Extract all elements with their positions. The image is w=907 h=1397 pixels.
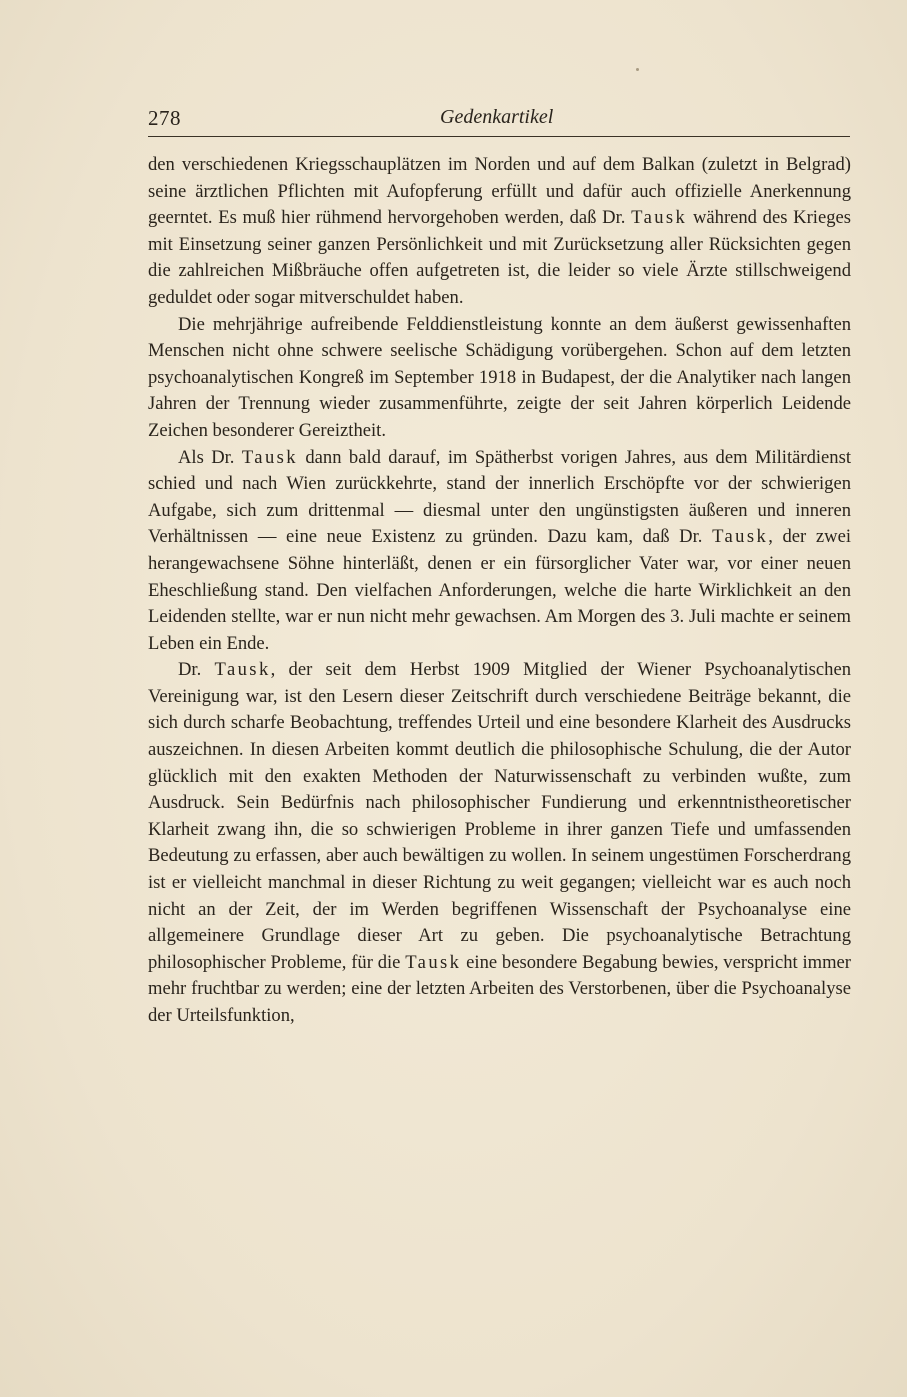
text-run: dann bald darauf, im Spätherbst vorigen Jahres, aus dem Militärdienst schied und nach Wien zurückkehrte, stand der innerlich Erschöpfte vor der schwierigen Aufgabe, sich zum drittenmal — diesmal unter den ungünstigsten äußeren und inneren Verhältnissen — eine neue Existenz zu gründen. Dazu kam, daß Dr. [148, 446, 851, 548]
paragraph-3 [148, 445, 851, 658]
paragraph-1 [148, 152, 851, 312]
text-run: , der seit dem Herbst 1909 Mitglied der Wiener Psychoanalytischen Vereinigung war, ist den Lesern dieser Zeitschrift durch verschiedene Beiträge bekannt, die sich durch scharfe Beobachtung, treffendes Urteil und eine besondere Klarheit des Ausdrucks auszeichnen. In diesen Arbeiten kommt deutlich die philosophische Schulung, die der Autor glücklich mit den exakten Methoden der Naturwissenschaft zu verbinden wußte, zum Ausdruck. Sein Bedürfnis nach philosophischer Fundierung und erkenntnistheoretischer Klarheit zwang ihn, die so schwierigen Probleme in ihrer ganzen Tiefe und umfassenden Bedeutung zu erfassen, aber auch bewältigen zu wollen. In seinem ungestümen Forscherdrang ist er vielleicht manchmal in dieser Richtung zu weit gegangen; vielleicht war es auch noch nicht an der Zeit, der im Werden begriffenen Wissenschaft der Psychoanalyse eine allgemeinere Grundlage dieser Art zu geben. Die psychoanalytische Betrachtung philosophischer Probleme, für die [148, 659, 851, 973]
text-run: Dr. [178, 659, 215, 681]
text-run: während des Krieges mit Einsetzung seiner ganzen Persönlichkeit und mit Zurücksetzung aller Rücksichten gegen die zahlreichen Mißbräuche offen aufgetreten ist, die leider so viele Ärzte stillschweigend geduldet oder sogar mitverschuldet haben. [148, 207, 851, 308]
paper-speck [636, 68, 639, 71]
text-run: Die mehrjährige aufreibende Felddienstleistung konnte an dem äußerst gewissenhaften Menschen nicht ohne schwere seelische Schädigung vorübergehen. Schon auf dem letzten psychoanalytischen Kongreß im September 1918 in Budapest, der die Analytiker nach langen Jahren der Trennung wieder zusammenführte, zeigte der seit Jahren körperlich Leidende Zeichen besonderer Gereiztheit. [148, 313, 851, 441]
author-name: Tausk [712, 526, 769, 548]
author-name: Tausk [631, 207, 688, 229]
page-number: 278 [148, 106, 181, 130]
paragraph-4 [148, 657, 851, 1029]
text-run: Als Dr. [178, 446, 242, 468]
article-body [148, 152, 851, 1030]
text-run: den verschiedenen Kriegsschauplätzen im Norden und auf dem Balkan (zuletzt in Belgrad) seine ärztlichen Pflichten mit Aufopferung erfüllt und dafür auch offizielle Anerkennung geerntet. Es muß hier rühmend hervorgehoben werden, daß Dr. [148, 154, 851, 229]
text-run: eine besondere Begabung bewies, verspricht immer mehr fruchtbar zu werden; eine der letzten Arbeiten des Verstorbenen, über die Psychoanalyse der Urteilsfunktion, [148, 951, 851, 1026]
author-name: Tausk [405, 951, 462, 973]
running-head: Gedenkartikel [440, 106, 554, 128]
text-run: , der zwei herangewachsene Söhne hinterläßt, denen er ein fürsorglicher Vater war, vor einer neuen Eheschließung stand. Den vielfachen Anforderungen, welche die harte Wirklichkeit an den Leidenden stellte, war er nun nicht mehr gewachsen. Am Morgen des 3. Juli machte er seinem Leben ein Ende. [148, 526, 851, 654]
page-header [148, 104, 850, 137]
author-name: Tausk [241, 446, 298, 468]
paragraph-2 [148, 312, 851, 445]
author-name: Tausk [214, 659, 271, 681]
